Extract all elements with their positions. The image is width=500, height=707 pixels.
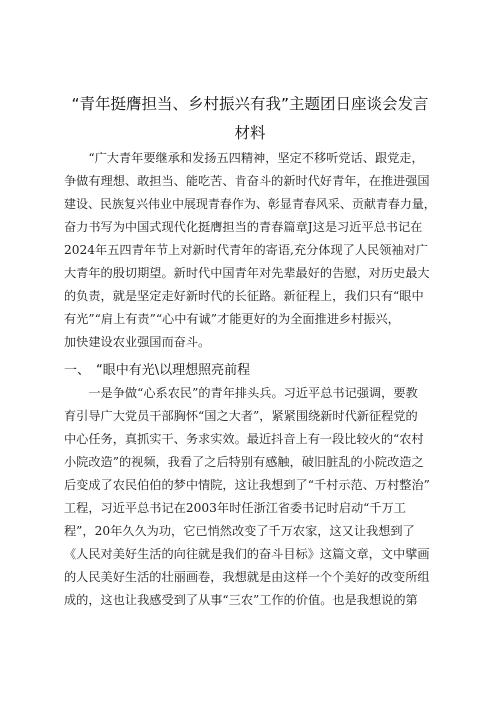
paragraph-line: 一是争做“心系农民”的青年排头兵。习近平总书记强调，要教	[64, 386, 418, 400]
paragraph-line: 加快建设农业强国而奋斗。	[64, 335, 211, 349]
paragraph-line: 建设、民族复兴伟业中展现青春作为、彰显青春风采、贡献青春力量，	[64, 197, 436, 211]
paragraph-line: 的负责，就是坚定走好新时代的长征路。新征程上，我们只有“眼中	[64, 289, 424, 303]
section-number: 一、	[64, 363, 91, 378]
paragraph-line: 程”，20年久久为功，它已悄然改变了千万农家，这又让我想到了	[64, 524, 415, 538]
document-title: “青年挺膺担当、乡村振兴有我”主题团日座谈会发言	[71, 95, 429, 113]
paragraph-line: 2024年五四青年节上对新时代青年的寄语,充分体现了人民领袖对广	[64, 243, 428, 257]
paragraph-line: 成的，这也让我感受到了从事“三农”工作的价值。也是我想说的第	[64, 593, 418, 607]
paragraph-line: “广大青年要继承和发扬五四精神，坚定不移听党话、跟党走，	[64, 151, 424, 165]
document-title-continued: 材料	[234, 124, 266, 142]
paragraph-line: 中心任务，真抓实干、务求实效。最近抖音上有一段比较火的“农村	[64, 432, 424, 446]
paragraph-line: 《人民对美好生活的向往就是我们的奋斗目标》这篇文章，文中擘画	[64, 547, 430, 561]
section-heading	[64, 359, 250, 378]
paragraph-line: 有光”“肩上有责”“心中有诚”才能更好的为全面推进乡村振兴，	[64, 312, 400, 326]
paragraph-line: 的人民美好生活的壮丽画卷，我想就是由这样一个个美好的改变所组	[64, 570, 430, 584]
paragraph-line: 工程，习近平总书记在2003年时任浙江省委书记时启动“千万工	[64, 501, 406, 515]
paragraph-line: 大青年的殷切期望。新时代中国青年对先辈最好的告慰，对历史最大	[64, 266, 430, 280]
paragraph-line: 后变成了农民伯伯的梦中情院，这让我想到了“千村示范、万村整治”	[64, 478, 430, 492]
paragraph-line: 争做有理想、敢担当、能吃苦、肯奋斗的新时代好青年，在推进强国	[64, 174, 430, 188]
paragraph-line: 奋力书写为中国式现代化挺膺担当的青春篇章J这是习近平总书记在	[64, 220, 423, 234]
section-title: “眼中有光\以理想照亮前程	[96, 363, 251, 378]
paragraph-line: 小院改造”的视频，我看了之后特别有感触，破旧脏乱的小院改造之	[64, 455, 424, 469]
paragraph-line: 育引导广大党员干部胸怀“国之大者”，紧紧围绕新时代新征程党的	[64, 409, 418, 423]
